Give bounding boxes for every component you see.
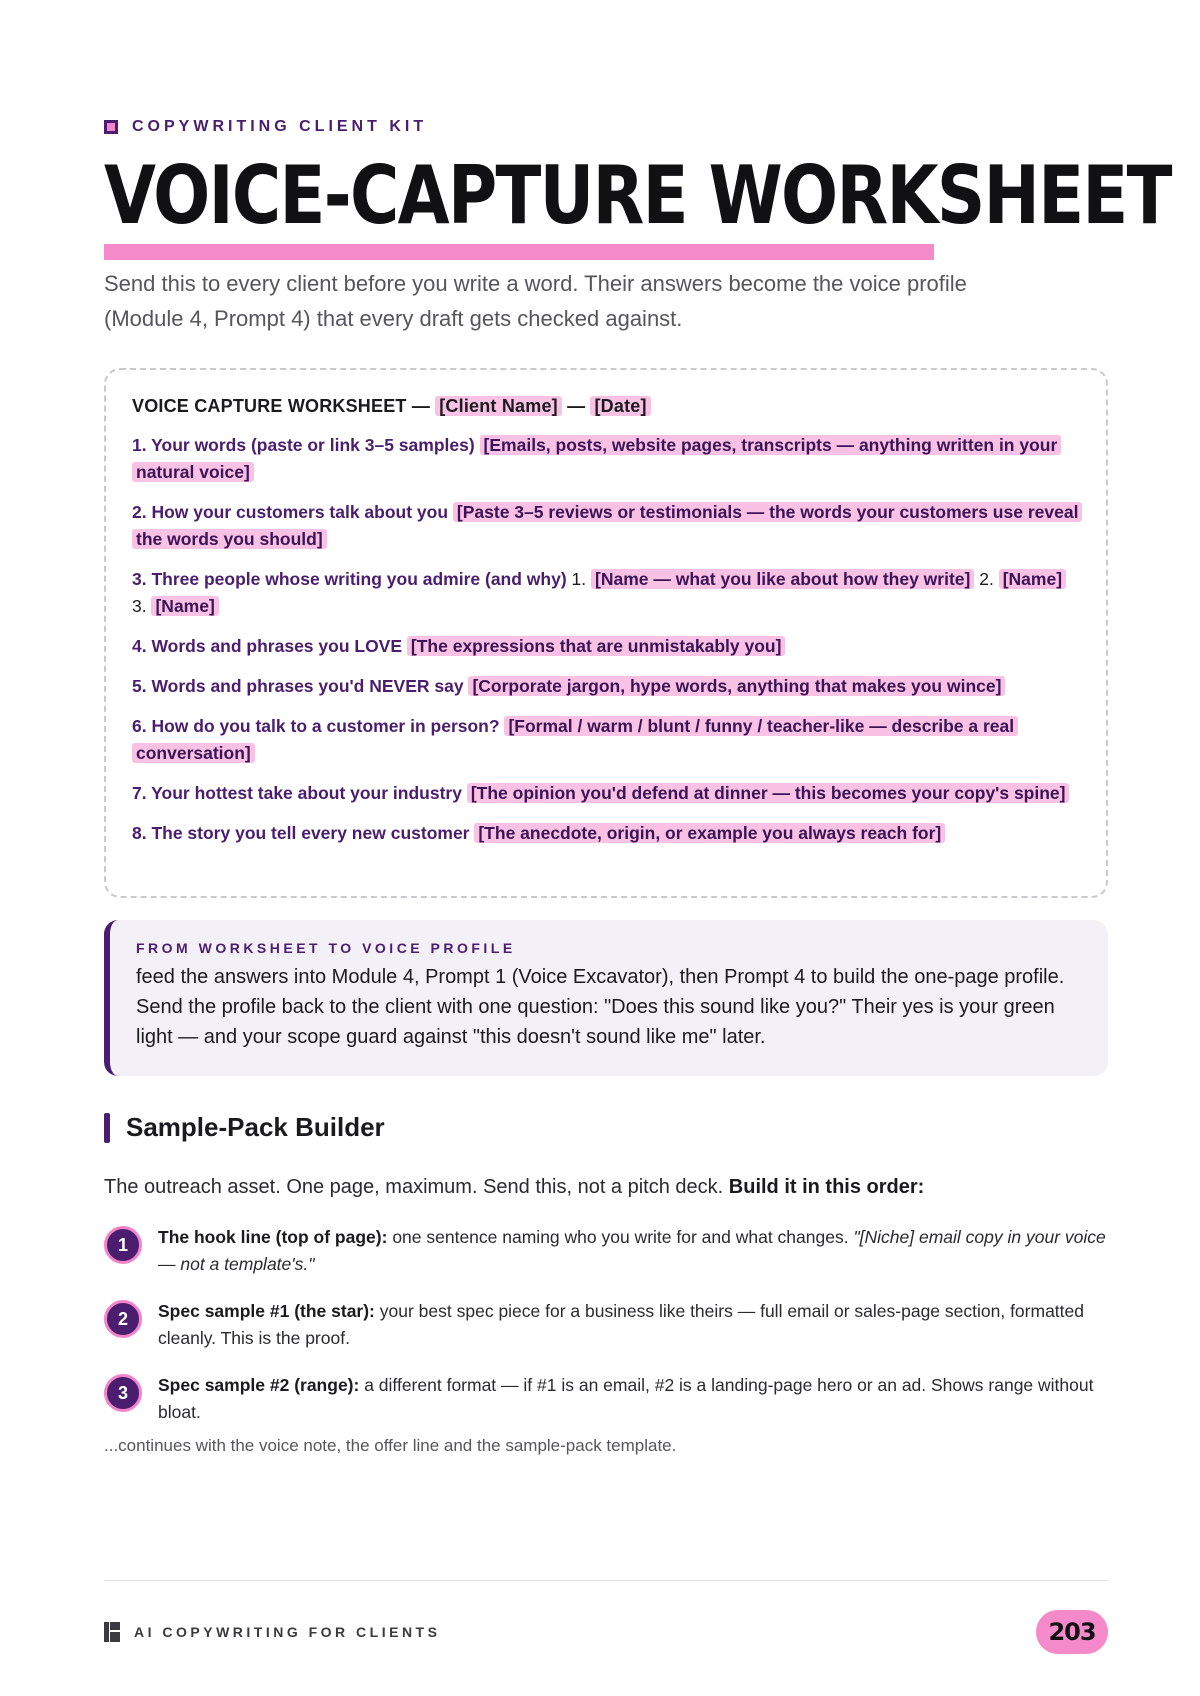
worksheet-item — [132, 499, 1080, 553]
list-number: 3. — [132, 596, 147, 616]
step-lead: Spec sample #1 (the star): — [158, 1301, 375, 1321]
step-item — [104, 1224, 1108, 1278]
step-lead: The hook line (top of page): — [158, 1227, 388, 1247]
step-item — [104, 1298, 1108, 1352]
worksheet-heading — [132, 392, 1080, 420]
footer-left — [104, 1622, 440, 1642]
kicker — [104, 118, 427, 136]
footer-divider — [104, 1580, 1108, 1581]
question: 2. How your customers talk about you — [132, 502, 449, 522]
list-number: 1. — [571, 569, 587, 589]
worksheet-box — [104, 368, 1108, 898]
step-number-badge: 3 — [104, 1374, 142, 1412]
title-underline — [104, 244, 934, 260]
step-text: your best spec piece for a business like theirs — full email or sales-page section, formatted cleanly. This is the proof. — [158, 1301, 1084, 1348]
worksheet-item — [132, 432, 1080, 486]
worksheet-item — [132, 633, 1080, 660]
client-name-placeholder: [Client Name] — [435, 396, 562, 416]
steps-list — [104, 1224, 1108, 1446]
continues-note: ...continues with the voice note, the offer line and the sample-pack template. — [104, 1436, 677, 1455]
callout-label: FROM WORKSHEET TO VOICE PROFILE — [136, 940, 516, 956]
intro-bold: Build it in this order: — [728, 1176, 925, 1198]
question: 4. Words and phrases you LOVE — [132, 636, 403, 656]
section-intro — [104, 1172, 924, 1202]
step-number-badge: 2 — [104, 1300, 142, 1338]
page-number: 203 — [1036, 1610, 1108, 1654]
section-heading — [104, 1112, 385, 1143]
section-bar-icon — [104, 1113, 110, 1143]
answer-placeholder: [Name] — [999, 569, 1066, 589]
callout-box — [104, 920, 1108, 1076]
worksheet-item — [132, 820, 1080, 847]
worksheet-item — [132, 673, 1080, 700]
page-title: VOICE-CAPTURE WORKSHEET — [104, 149, 1171, 242]
answer-placeholder: [The expressions that are unmistakably you] — [407, 636, 786, 656]
list-number: 2. — [979, 569, 994, 589]
kicker-text: COPYWRITING CLIENT KIT — [132, 118, 428, 135]
answer-placeholder: [Name] — [151, 596, 218, 616]
section-title: Sample-Pack Builder — [126, 1112, 385, 1142]
answer-placeholder: [The anecdote, origin, or example you always reach for] — [474, 823, 945, 843]
page-subtitle: Send this to every client before you write a word. Their answers become the voice profile (Module 4, Prompt 4) that every draft gets checked against. — [104, 271, 967, 331]
step-item — [104, 1372, 1108, 1426]
question: 7. Your hottest take about your industry — [132, 783, 462, 803]
answer-placeholder: [Formal / warm / blunt / funny / teacher-like — describe a real conversation] — [132, 716, 1018, 763]
answer-placeholder: [Emails, posts, website pages, transcripts — anything written in your natural voice] — [132, 435, 1061, 482]
book-icon — [104, 1622, 120, 1642]
step-lead: Spec sample #2 (range): — [158, 1375, 360, 1395]
title-block — [104, 150, 1200, 242]
step-quote: "[Niche] email copy in your voice — not a template's." — [158, 1227, 1106, 1274]
date-placeholder: [Date] — [590, 396, 650, 416]
callout-body: feed the answers into Module 4, Prompt 1 (Voice Excavator), then Prompt 4 to build the one-page profile. Send the profile back to the client with one question: "Does this sound like you?" Their yes is your green light — and your scope guard against "this doesn't sound like me" later. — [136, 966, 1065, 1048]
answer-placeholder: [Name — what you like about how they write] — [591, 569, 974, 589]
answer-placeholder: [The opinion you'd defend at dinner — this becomes your copy's spine] — [467, 783, 1070, 803]
question: 3. Three people whose writing you admire (and why) — [132, 569, 567, 589]
worksheet-item — [132, 566, 1080, 620]
answer-placeholder: [Corporate jargon, hype words, anything that makes you wince] — [468, 676, 1005, 696]
question: 8. The story you tell every new customer — [132, 823, 470, 843]
square-bullet-icon — [104, 120, 118, 134]
question: 6. How do you talk to a customer in person? — [132, 716, 500, 736]
answer-placeholder: [Paste 3–5 reviews or testimonials — the words your customers use reveal the words you should] — [132, 502, 1082, 549]
intro-text: The outreach asset. One page, maximum. Send this, not a pitch deck. — [104, 1176, 724, 1198]
worksheet-item — [132, 780, 1080, 807]
step-number-badge: 1 — [104, 1226, 142, 1264]
question: 5. Words and phrases you'd NEVER say — [132, 676, 464, 696]
worksheet-heading-text: VOICE CAPTURE WORKSHEET — — [132, 396, 431, 416]
footer — [104, 1610, 1108, 1654]
book-title: AI COPYWRITING FOR CLIENTS — [134, 1624, 441, 1640]
step-text: a different format — if #1 is an email, #2 is a landing-page hero or an ad. Shows range without bloat. — [158, 1375, 1094, 1422]
question: 1. Your words (paste or link 3–5 samples) — [132, 435, 475, 455]
worksheet-item — [132, 713, 1080, 767]
heading-dash: — — [567, 396, 586, 416]
step-text: one sentence naming who you write for and what changes. — [392, 1227, 849, 1247]
